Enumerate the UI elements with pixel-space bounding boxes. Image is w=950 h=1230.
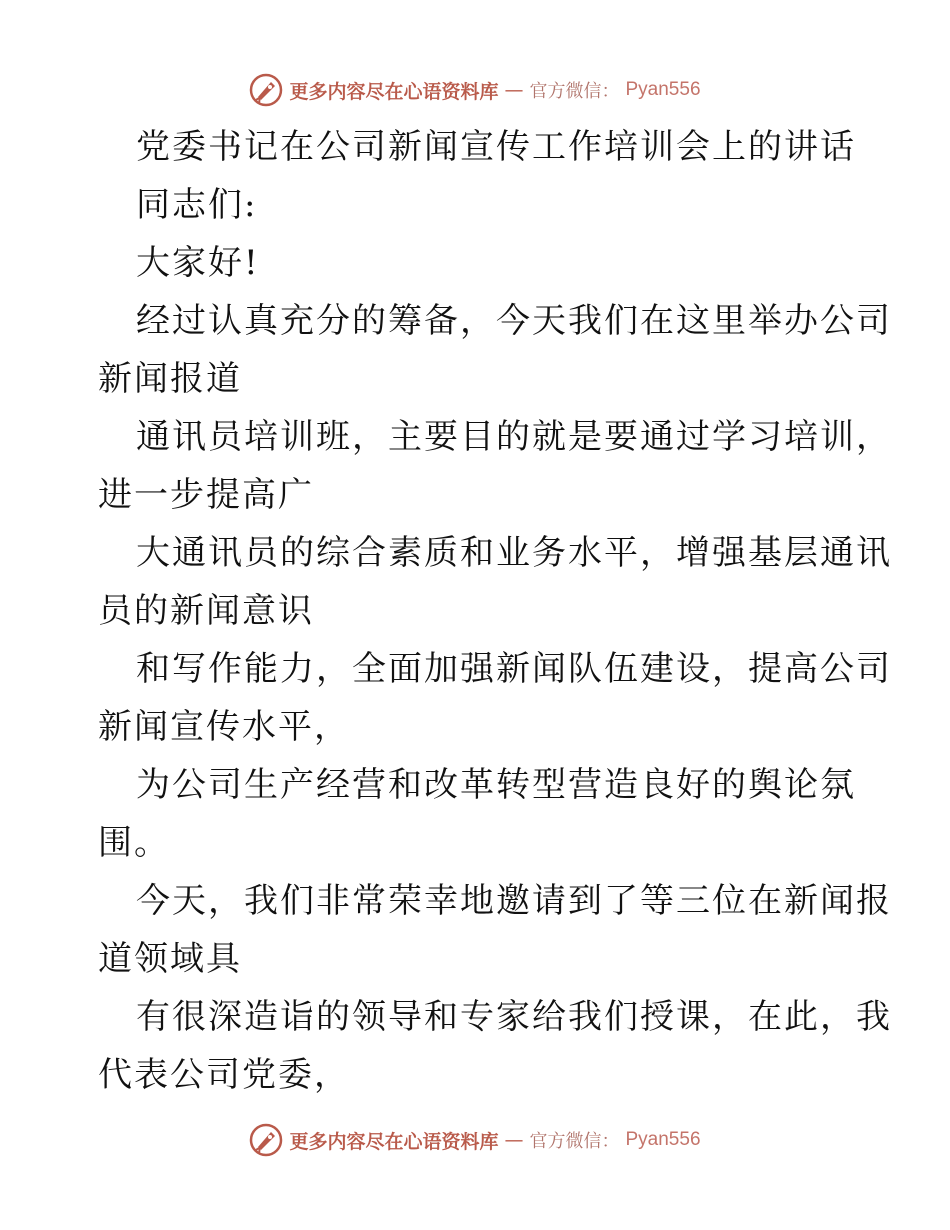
text-line: 大通讯员的综合素质和业务水平，增强基层通讯: [136, 533, 892, 573]
salutation: 同志们:: [136, 185, 258, 225]
watermark-dash: —: [504, 1129, 524, 1151]
text-line: 员的新闻意识: [98, 591, 314, 631]
watermark-brand: 更多内容尽在心语资料库: [289, 1130, 499, 1153]
watermark-label: 官方微信：: [529, 81, 620, 102]
document-body: [98, 118, 892, 1104]
text-line: 新闻宣传水平，: [98, 707, 350, 747]
text-line: 经过认真充分的筹备，今天我们在这里举办公司: [136, 301, 892, 341]
watermark-dash: —: [504, 79, 524, 101]
text-line: 代表公司党委，: [98, 1055, 350, 1095]
document-title: 党委书记在公司新闻宣传工作培训会上的讲话: [136, 127, 856, 167]
text-line: 今天，我们非常荣幸地邀请到了等三位在新闻报: [136, 881, 892, 921]
pen-nib-logo-icon: [249, 73, 283, 107]
text-line: 进一步提高广: [98, 475, 314, 515]
text-line: 围。: [98, 823, 170, 863]
text-line: 新闻报道: [98, 359, 242, 399]
watermark-brand: 更多内容尽在心语资料库: [289, 80, 499, 103]
text-line: 和写作能力，全面加强新闻队伍建设，提高公司: [136, 649, 892, 689]
text-line: 道领域具: [98, 939, 242, 979]
header-watermark: [0, 70, 950, 110]
watermark-label: 官方微信：: [529, 1131, 620, 1152]
text-line: 为公司生产经营和改革转型营造良好的舆论氛: [136, 765, 856, 805]
watermark-id: Pyan556: [625, 79, 701, 100]
watermark-id: Pyan556: [625, 1129, 701, 1150]
greeting: 大家好!: [136, 243, 260, 283]
footer-watermark: [0, 1120, 950, 1160]
text-line: 通讯员培训班，主要目的就是要通过学习培训，: [136, 417, 892, 457]
pen-nib-logo-icon: [249, 1123, 283, 1157]
text-line: 有很深造诣的领导和专家给我们授课，在此，我: [136, 997, 892, 1037]
